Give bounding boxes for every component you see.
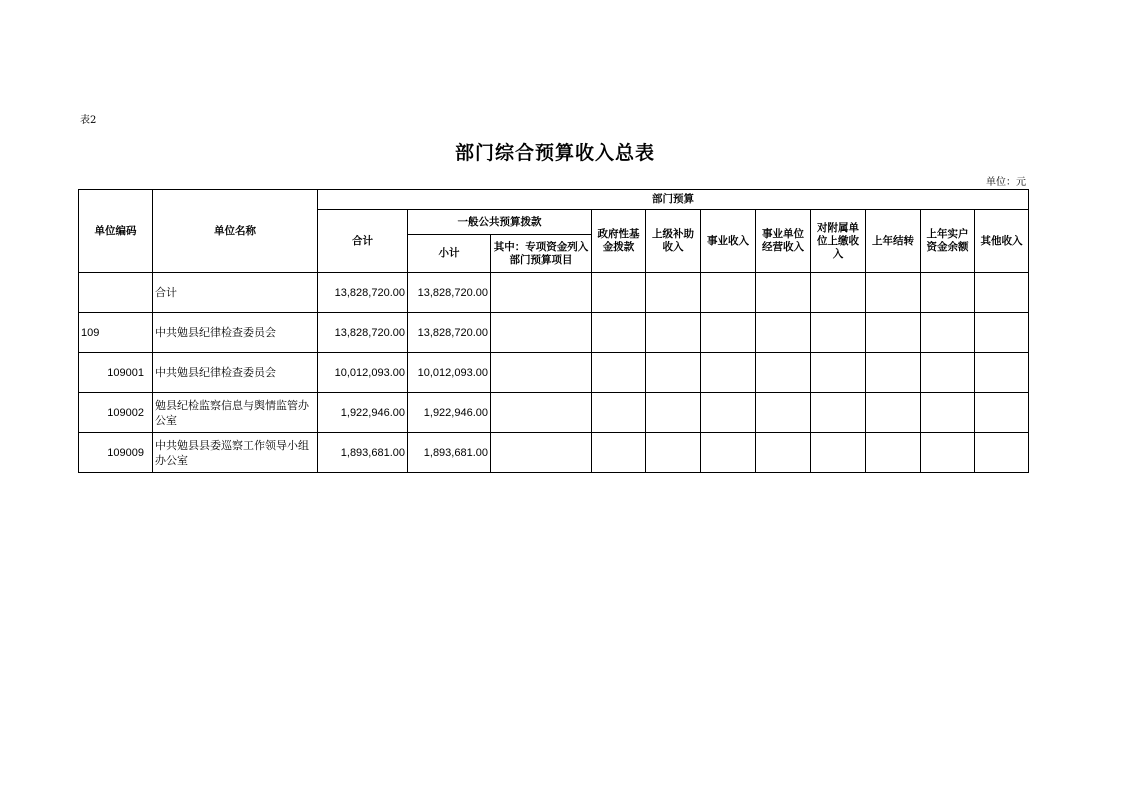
header-unit-name: 单位名称: [153, 190, 318, 273]
header-general-public: 一般公共预算拨款: [408, 210, 592, 235]
unit-code-cell: 109: [79, 313, 153, 353]
prev-carryover-cell: [866, 313, 921, 353]
total-cell: 1,922,946.00: [318, 393, 408, 433]
total-cell: 13,828,720.00: [318, 273, 408, 313]
subtotal-cell: 13,828,720.00: [408, 273, 491, 313]
affiliated-income-cell: [811, 353, 866, 393]
affiliated-income-cell: [811, 433, 866, 473]
special-fund-cell: [491, 393, 592, 433]
operating-income-cell: [756, 353, 811, 393]
header-operating-income: 事业单位经营收入: [756, 210, 811, 273]
header-total: 合计: [318, 210, 408, 273]
superior-subsidy-cell: [646, 393, 701, 433]
subtotal-cell: 10,012,093.00: [408, 353, 491, 393]
unit-code-cell: [79, 273, 153, 313]
other-income-cell: [975, 353, 1029, 393]
sheet-label: 表2: [80, 115, 97, 126]
superior-subsidy-cell: [646, 313, 701, 353]
header-subtotal: 小计: [408, 235, 491, 273]
business-income-cell: [701, 273, 756, 313]
unit-name-cell: 中共勉县县委巡察工作领导小组办公室: [153, 433, 318, 473]
total-cell: 10,012,093.00: [318, 353, 408, 393]
table-row: [79, 313, 1029, 353]
affiliated-income-cell: [811, 313, 866, 353]
prev-carryover-cell: [866, 393, 921, 433]
special-fund-cell: [491, 353, 592, 393]
header-special-fund: 其中：专项资金列入部门预算项目: [491, 235, 592, 273]
prev-carryover-cell: [866, 353, 921, 393]
subtotal-cell: 1,893,681.00: [408, 433, 491, 473]
header-affiliated-income: 对附属单位上缴收入: [811, 210, 866, 273]
gov-fund-cell: [592, 433, 646, 473]
unit-label: 单位：元: [986, 177, 1026, 188]
business-income-cell: [701, 393, 756, 433]
prev-balance-cell: [921, 353, 975, 393]
special-fund-cell: [491, 273, 592, 313]
unit-name-cell: 勉县纪检监察信息与舆情监管办公室: [153, 393, 318, 433]
superior-subsidy-cell: [646, 353, 701, 393]
total-cell: 1,893,681.00: [318, 433, 408, 473]
unit-name-cell: 中共勉县纪律检查委员会: [153, 353, 318, 393]
business-income-cell: [701, 353, 756, 393]
header-unit-code: 单位编码: [79, 190, 153, 273]
header-other-income: 其他收入: [975, 210, 1029, 273]
affiliated-income-cell: [811, 393, 866, 433]
subtotal-cell: 1,922,946.00: [408, 393, 491, 433]
unit-code-cell: 109002: [79, 393, 153, 433]
business-income-cell: [701, 313, 756, 353]
business-income-cell: [701, 433, 756, 473]
affiliated-income-cell: [811, 273, 866, 313]
special-fund-cell: [491, 433, 592, 473]
prev-carryover-cell: [866, 433, 921, 473]
header-dept-budget: 部门预算: [318, 190, 1029, 210]
table-row: [79, 353, 1029, 393]
header-prev-balance: 上年实户资金余额: [921, 210, 975, 273]
header-business-income: 事业收入: [701, 210, 756, 273]
operating-income-cell: [756, 313, 811, 353]
operating-income-cell: [756, 393, 811, 433]
unit-code-cell: 109001: [79, 353, 153, 393]
table-row: [79, 393, 1029, 433]
gov-fund-cell: [592, 313, 646, 353]
gov-fund-cell: [592, 273, 646, 313]
other-income-cell: [975, 313, 1029, 353]
operating-income-cell: [756, 273, 811, 313]
other-income-cell: [975, 393, 1029, 433]
prev-balance-cell: [921, 433, 975, 473]
prev-carryover-cell: [866, 273, 921, 313]
header-superior-subsidy: 上级补助收入: [646, 210, 701, 273]
budget-income-table: [78, 189, 1029, 473]
gov-fund-cell: [592, 353, 646, 393]
header-prev-carryover: 上年结转: [866, 210, 921, 273]
other-income-cell: [975, 433, 1029, 473]
unit-name-cell: 中共勉县纪律检查委员会: [153, 313, 318, 353]
gov-fund-cell: [592, 393, 646, 433]
prev-balance-cell: [921, 273, 975, 313]
prev-balance-cell: [921, 313, 975, 353]
superior-subsidy-cell: [646, 433, 701, 473]
unit-name-cell: 合计: [153, 273, 318, 313]
page-title: 部门综合预算收入总表: [454, 142, 655, 164]
table-row: [79, 273, 1029, 313]
subtotal-cell: 13,828,720.00: [408, 313, 491, 353]
superior-subsidy-cell: [646, 273, 701, 313]
prev-balance-cell: [921, 393, 975, 433]
total-cell: 13,828,720.00: [318, 313, 408, 353]
special-fund-cell: [491, 313, 592, 353]
header-gov-fund: 政府性基金拨款: [592, 210, 646, 273]
table-row: [79, 433, 1029, 473]
other-income-cell: [975, 273, 1029, 313]
operating-income-cell: [756, 433, 811, 473]
unit-code-cell: 109009: [79, 433, 153, 473]
